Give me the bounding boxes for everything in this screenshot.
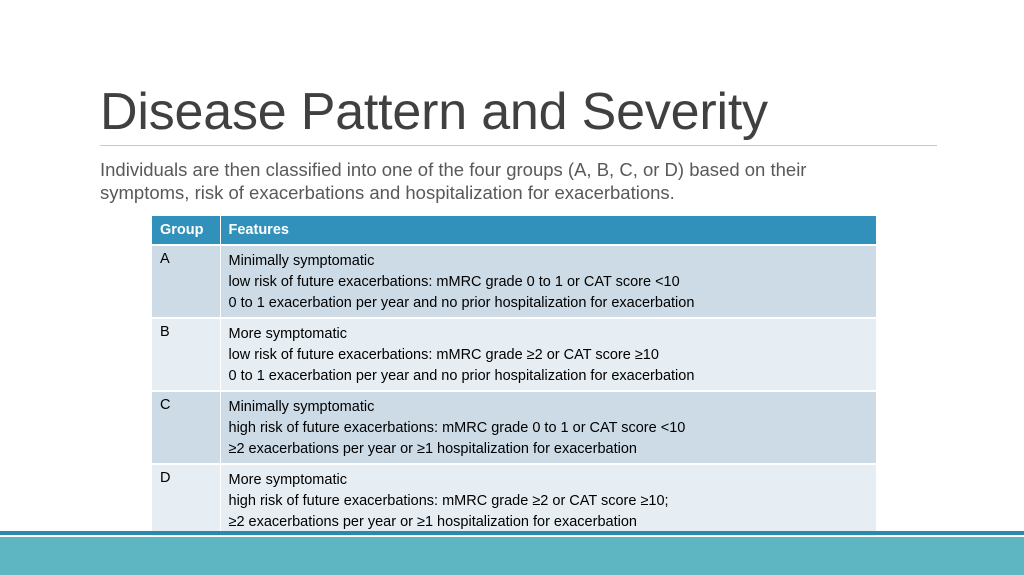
- feature-line: Minimally symptomatic: [228, 399, 375, 415]
- header-features: Features: [220, 216, 876, 245]
- table-header-row: [152, 216, 876, 245]
- group-cell: D: [152, 464, 220, 536]
- title-divider: [100, 145, 937, 146]
- table-row-a: [152, 245, 876, 318]
- group-cell: B: [152, 318, 220, 391]
- feature-line: low risk of future exacerbations: mMRC grade ≥2 or CAT score ≥10: [228, 347, 659, 363]
- feature-line: More symptomatic: [228, 326, 347, 342]
- feature-line: high risk of future exacerbations: mMRC grade ≥2 or CAT score ≥10;: [228, 493, 669, 509]
- features-cell: [220, 245, 876, 318]
- footer-band: [0, 537, 1024, 575]
- table-row-d: [152, 464, 876, 536]
- feature-line: 0 to 1 exacerbation per year and no prior hospitalization for exacerbation: [228, 295, 695, 311]
- feature-line: Minimally symptomatic: [228, 253, 375, 269]
- feature-line: More symptomatic: [228, 472, 347, 488]
- footer-accent-line: [0, 531, 1024, 535]
- slide-title: Disease Pattern and Severity: [100, 83, 768, 141]
- features-cell: [220, 391, 876, 464]
- group-cell: C: [152, 391, 220, 464]
- group-cell: A: [152, 245, 220, 318]
- features-cell: [220, 464, 876, 536]
- feature-line: ≥2 exacerbations per year or ≥1 hospitalization for exacerbation: [228, 514, 637, 530]
- header-group: Group: [152, 216, 220, 245]
- feature-line: high risk of future exacerbations: mMRC grade 0 to 1 or CAT score <10: [228, 420, 686, 436]
- table-row-b: [152, 318, 876, 391]
- feature-line: low risk of future exacerbations: mMRC grade 0 to 1 or CAT score <10: [228, 274, 680, 290]
- features-cell: [220, 318, 876, 391]
- feature-line: ≥2 exacerbations per year or ≥1 hospitalization for exacerbation: [228, 441, 637, 457]
- table-row-c: [152, 391, 876, 464]
- slide-subtitle: Individuals are then classified into one of the four groups (A, B, C, or D) based on their symptoms, risk of exacerbations and hospitalization for exacerbations.: [100, 159, 807, 203]
- feature-line: 0 to 1 exacerbation per year and no prior hospitalization for exacerbation: [228, 368, 695, 384]
- groups-table: [152, 216, 876, 536]
